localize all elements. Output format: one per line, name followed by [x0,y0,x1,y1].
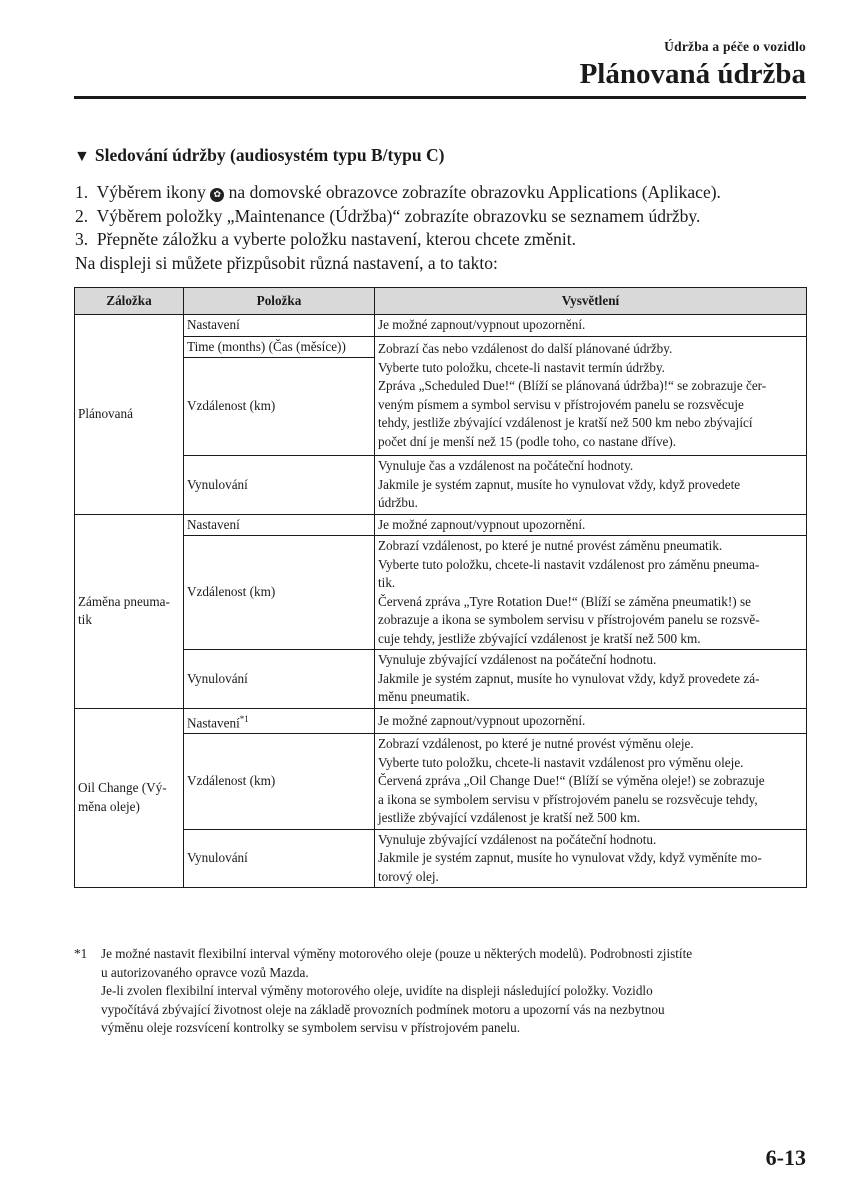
page-title: Plánovaná údržba [579,58,806,90]
section-heading [74,145,444,166]
item-cell: Vynulování [184,456,375,515]
section-heading-text: Sledování údržby (audiosystém typu B/typu C) [94,145,445,165]
table-row [75,536,807,650]
item-cell: Nastavení [184,315,375,337]
table-row [75,829,807,888]
applications-icon: ✿ [210,188,224,202]
item-cell: Nastavení$^{*1}$ [184,708,375,734]
step-3: 3. Přepněte záložku a vyberte položku nastavení, kterou chcete změnit. [75,229,576,249]
item-cell: Time (months) (Čas (měsíce)) [184,336,375,358]
explanation-cell: Vynuluje čas a vzdálenost na počáteční hodnoty. Jakmile je systém zapnut, musíte ho vynulovat vždy, když provedete údržbu. [375,456,807,515]
steps-list [75,181,815,275]
explanation-cell: Zobrazí čas nebo vzdálenost do další plánované údržby. Vyberte tuto položku, chcete-li nastavit termín údržby. Zpráva „Scheduled Due!“ (Blíží se plánovaná údržba)!“ se zobrazuje čer- veným písmem a symbol servisu v přístrojovém panelu se rozsvěcuje tehdy, jestliže zbývající vzdálenost je kratší než 500 km nebo zbývající počet dní je menší než 15 (podle toho, co nastane dříve). [375,336,807,456]
item-cell: Vynulování [184,650,375,709]
triangle-marker-icon: ▼ [74,148,90,165]
column-header-explanation: Vysvětlení [375,288,807,315]
tab-cell-tyre-rotation: Záměna pneuma-tik [75,514,184,708]
explanation-cell: Je možné zapnout/vypnout upozornění. [375,315,807,337]
step-1: 1. Výběrem ikony ✿ na domovské obrazovce zobrazíte obrazovku Applications (Aplikace). [75,182,721,202]
table-row [75,734,807,830]
header-subtitle: Údržba a péče o vozidlo [664,39,806,54]
tab-cell-oil-change: Oil Change (Vý-měna oleje) [75,708,184,888]
footnote [74,945,809,1038]
table-row [75,456,807,515]
item-cell: Vynulování [184,829,375,888]
footnote-mark: *1 [74,946,88,961]
intro-text: Na displeji si můžete přizpůsobit různá nastavení, a to takto: [75,252,498,273]
item-cell: Nastavení [184,514,375,536]
table-row [75,650,807,709]
maintenance-table [74,287,807,888]
tab-cell-scheduled: Plánovaná [75,315,184,515]
explanation-cell: Vynuluje zbývající vzdálenost na počáteční hodnotu. Jakmile je systém zapnut, musíte ho vynulovat vždy, když vyměníte mo- torový olej. [375,829,807,888]
step-2: 2. Výběrem položky „Maintenance (Údržba)“ zobrazíte obrazovku se seznamem údržby. [75,205,701,226]
explanation-cell: Vynuluje zbývající vzdálenost na počáteční hodnotu. Jakmile je systém zapnut, musíte ho vynulovat vždy, když provedete zá- měnu pneumatik. [375,650,807,709]
item-cell: Vzdálenost (km) [184,358,375,456]
item-cell: Vzdálenost (km) [184,734,375,830]
table-row [75,315,807,337]
column-header-item: Položka [184,288,375,315]
footnote-ref: *1 [239,713,249,724]
table-row [75,708,807,734]
table-row [75,336,807,358]
explanation-cell: Je možné zapnout/vypnout upozornění. [375,514,807,536]
table-header-row [75,288,807,315]
footnote-body: Je možné nastavit flexibilní interval výměny motorového oleje (pouze u některých modelů). Podrobnosti zjistíte u autorizovaného opravce vozů Mazda. Je-li zvolen flexibilní interval výměny motorového oleje, uvidíte na displeji následující položky. Vozidlo vypočítává zbývající životnost oleje na základě provozních podmínek motoru a upozorní vás na nezbytnou výměnu oleje rozsvícení kontrolky se symbolem servisu v přístrojovém panelu. [101,946,693,1035]
column-header-tab: Záložka [75,288,184,315]
explanation-cell: Zobrazí vzdálenost, po které je nutné provést záměnu pneumatik. Vyberte tuto položku, chcete-li nastavit vzdálenost pro záměnu pneuma- tik. Červená zpráva „Tyre Rotation Due!“ (Blíží se záměna pneumatik!) se zobrazuje a ikona se symbolem servisu v přístrojovém panelu se rozsvě- cuje tehdy, jestliže zbývající vzdálenost je kratší než 500 km. [375,536,807,650]
page-number: 6-13 [765,1145,806,1170]
explanation-cell: Zobrazí vzdálenost, po které je nutné provést výměnu oleje. Vyberte tuto položku, chcete-li nastavit vzdálenost pro výměnu oleje. Červená zpráva „Oil Change Due!“ (Blíží se výměna oleje!) se zobrazuje a ikona se symbolem servisu v přístrojovém panelu se rozsvěcuje tehdy, jestliže zbývající vzdálenost je kratší než 500 km. [375,734,807,830]
explanation-cell: Je možné zapnout/vypnout upozornění. [375,708,807,734]
table-row [75,514,807,536]
item-cell: Vzdálenost (km) [184,536,375,650]
header-rule [74,96,806,99]
